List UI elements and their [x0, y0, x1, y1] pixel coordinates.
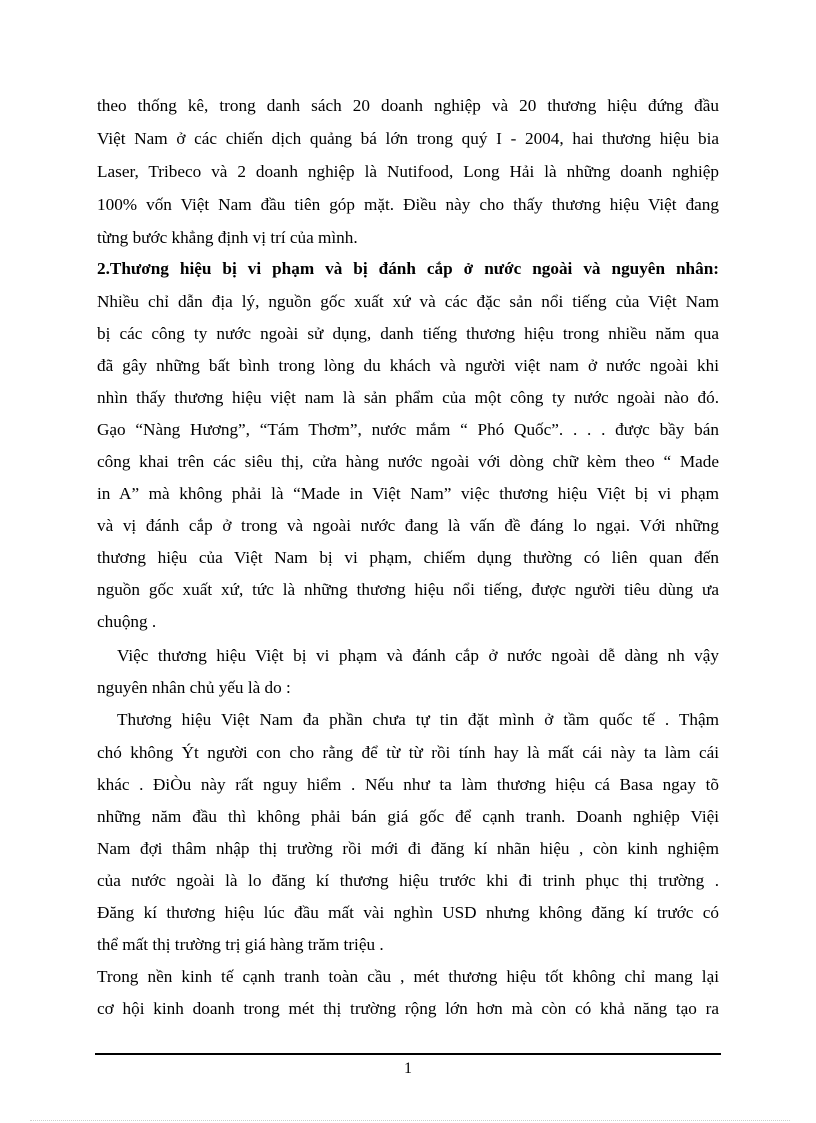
text-line: in A” mà không phải là “Made in Việt Nam” việc thương hiệu Việt bị vi phạm	[97, 484, 719, 503]
text-line: và vị đánh cắp ở trong và ngoài nước đang là vấn đề đáng lo ngại. Với những	[97, 516, 719, 535]
text-line: Trong nền kinh tế cạnh tranh toàn cầu , mét thương hiệu tốt không chỉ mang lại	[97, 967, 719, 986]
text-line: những năm đầu thì không phải bán giá gốc để cạnh tranh. Doanh nghiệp Việi	[97, 807, 719, 826]
text-line: Laser, Tribeco và 2 doanh nghiệp là Nutifood, Long Hải là những doanh nghiệp	[97, 162, 719, 181]
text-line: Việt Nam ở các chiến dịch quảng bá lớn trong quý I - 2004, hai thương hiệu bia	[97, 129, 719, 148]
page-bottom-border	[30, 1120, 790, 1121]
text-line: đã gây những bất bình trong lòng du khách và người việt nam ở nước ngoài khi	[97, 356, 719, 375]
text-line: của nước ngoài là lo đăng kí thương hiệu trước khi đi trinh phục thị trường .	[97, 871, 719, 890]
text-line: Đăng kí thương hiệu lúc đầu mất vài nghìn USD nhưng không đăng kí trước có	[97, 903, 719, 922]
text-line: Nam đợi thâm nhập thị trường rồi mới đi đăng kí nhãn hiệu , còn kinh nghiệm	[97, 839, 719, 858]
text-line: nguyên nhân chủ yếu là do :	[97, 678, 291, 697]
text-line: 100% vốn Việt Nam đầu tiên góp mặt. Điều này cho thấy thương hiệu Việt đang	[97, 195, 719, 214]
text-line: bị các công ty nước ngoài sử dụng, danh tiếng thương hiệu trong nhiều năm qua	[97, 324, 719, 343]
text-line: nhìn thấy thương hiệu việt nam là sản phẩm của một công ty nước ngoài nào đó.	[97, 388, 719, 407]
paragraph-first-line: Thương hiệu Việt Nam đa phần chưa tự tin đặt mình ở tầm quốc tế . Thậm	[117, 710, 719, 729]
text-line: chuộng .	[97, 612, 157, 631]
text-line: thể mất thị trường trị giá hàng trăm triệu .	[97, 935, 384, 954]
page-number: 1	[404, 1060, 412, 1077]
section-heading: 2.Thương hiệu bị vi phạm và bị đánh cắp ở nước ngoài và nguyên nhân:	[97, 259, 719, 278]
text-line: khác . ĐiÒu này rất nguy hiểm . Nếu như ta làm thương hiệu cá Basa ngay tõ	[97, 775, 719, 794]
text-line: Gạo “Nàng Hương”, “Tám Thơm”, nước mắm “ Phó Quốc”. . . . được bầy bán	[97, 420, 719, 439]
text-line: từng bước khẳng định vị trí của mình.	[97, 228, 358, 247]
text-line: công khai trên các siêu thị, cửa hàng nước ngoài với dòng chữ kèm theo “ Made	[97, 452, 719, 471]
text-line: chó không Ýt người con cho rằng để từ từ rồi tính hay là mất cái này ta làm cái	[97, 743, 719, 762]
text-line: Nhiều chỉ dẫn địa lý, nguồn gốc xuất xứ và các đặc sản nổi tiếng của Việt Nam	[97, 292, 719, 311]
text-line: theo thống kê, trong danh sách 20 doanh nghiệp và 20 thương hiệu đứng đầu	[97, 96, 719, 115]
text-line: cơ hội kinh doanh trong mét thị trường rộng lớn hơn mà còn có khả năng tạo ra	[97, 999, 719, 1018]
text-line: nguồn gốc xuất xứ, tức là những thương hiệu nổi tiếng, được người tiêu dùng ưa	[97, 580, 719, 599]
paragraph-first-line: Việc thương hiệu Việt bị vi phạm và đánh cắp ở nước ngoài dễ dàng nh vậy	[117, 646, 719, 665]
text-line: thương hiệu của Việt Nam bị vi phạm, chiếm dụng thường có liên quan đến	[97, 548, 719, 567]
footer-rule	[95, 1053, 721, 1055]
